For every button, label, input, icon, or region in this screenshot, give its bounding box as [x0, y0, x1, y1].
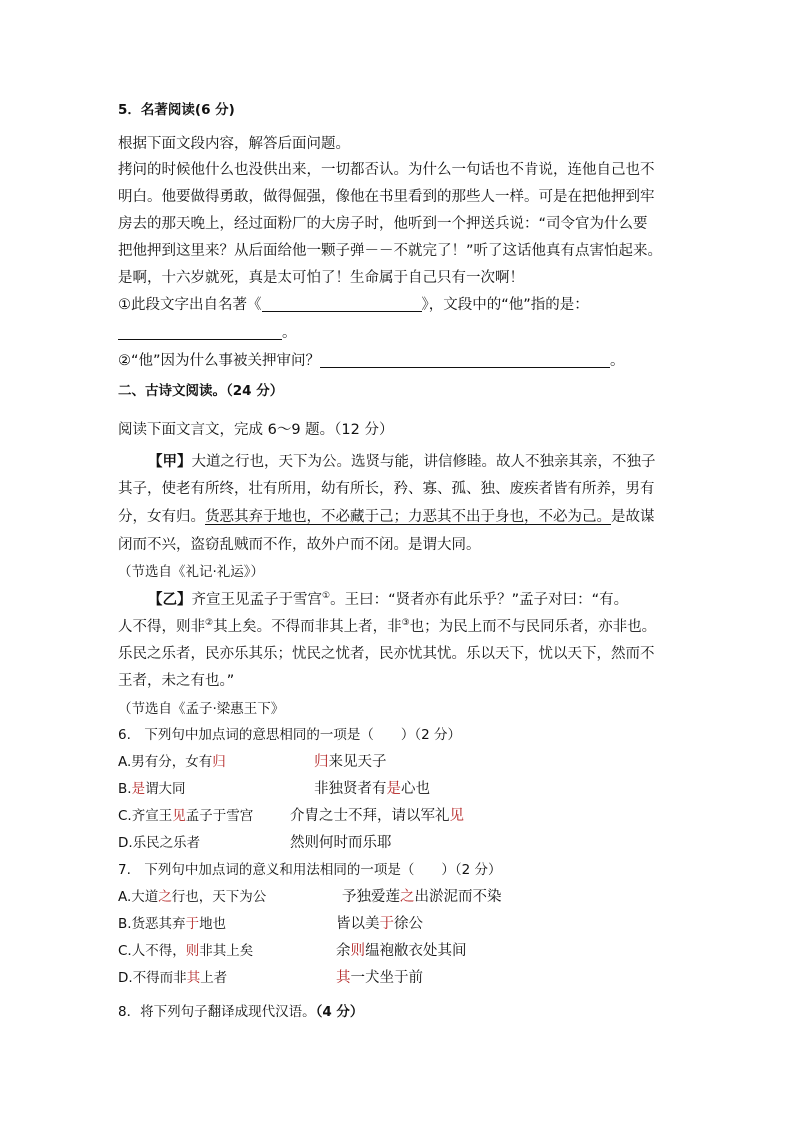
yi-line-2-b: 其上矣。不得而非其上者，非: [213, 619, 402, 635]
q5-sub2: [118, 351, 625, 371]
option-text: 乐民之乐者: [132, 835, 201, 851]
jia-line-2: 其子，使老有所终，壮有所用，幼有所长，矜、寡、孤、独、废疾者皆有所养，男有: [118, 481, 655, 497]
q5-instruction: 根据下面文段内容，解答后面问题。: [118, 136, 350, 152]
jia-line-3-b: 是故谋: [611, 509, 655, 525]
dotted-word: 其: [336, 970, 351, 986]
option-text: 男有分，女有: [131, 754, 213, 770]
dotted-word: 是: [131, 781, 146, 797]
yi-line-2-c: 也；为民上而不与民同乐者，亦非也。: [409, 619, 657, 635]
option-text: D.: [118, 970, 133, 986]
option-text: 上者: [200, 970, 228, 986]
option-text: 齐宣王: [131, 808, 173, 824]
option-text: 缊袍敝衣处其间: [365, 943, 467, 959]
q5-sub1-answer: [118, 323, 297, 343]
option-text: 心也: [401, 781, 430, 797]
option-text: C.: [118, 808, 132, 824]
q5-passage-line-3: 房去的那天晚上，经过面粉厂的大房子时，他听到一个押送兵说：“司令官为什么要: [118, 216, 648, 232]
yi-line-4: 王者，未之有也。”: [118, 673, 235, 689]
reason-blank[interactable]: [320, 351, 610, 368]
q5-passage-line-4: 把他押到这里来？从后面给他一颗子弹－－不就完了！”听了这话他真有点害怕起来。: [118, 243, 663, 259]
q7-option-a[interactable]: [118, 887, 266, 907]
yi-line-1-b: 。王曰：“贤者亦有此乐乎？”孟子对曰：“有。: [330, 592, 629, 608]
underlined-sentence-1: 货恶其弃于地也，不必藏于己；: [205, 509, 408, 525]
q5-title: 5．名著阅读(6 分): [118, 102, 235, 118]
dotted-word: 是: [386, 781, 401, 797]
footnote-mark-3: ③: [401, 618, 410, 628]
q5-sub1-prefix: ①此段文字出自名著《: [118, 297, 262, 313]
option-text: 孟子于雪宫: [185, 808, 254, 824]
jia-tag: 【甲】: [148, 454, 192, 470]
option-text: B.: [118, 916, 132, 932]
jia-line-3-a: 分，女有归。: [118, 509, 205, 525]
option-text: 一犬坐于前: [350, 970, 423, 986]
q5-passage-line-5: 是啊，十六岁就死，真是太可怕了！生命属于自己只有一次啊！: [118, 270, 524, 286]
option-text: C.: [118, 943, 132, 959]
yi-line-3: 乐民之乐者，民亦乐其乐；忧民之忧者，民亦忧其忧。乐以天下，忧以天下，然而不: [118, 646, 655, 662]
dotted-word: 之: [400, 889, 415, 905]
option-text: 然则何时而乐耶: [290, 835, 392, 851]
footnote-mark-1: ①: [322, 591, 331, 601]
option-text: A.: [118, 754, 132, 770]
jia-line-1: [148, 452, 656, 472]
option-text: 非其上矣: [199, 943, 254, 959]
jia-source: （节选自《礼记·礼运》）: [118, 564, 265, 580]
q6-option-d[interactable]: [118, 833, 200, 853]
dotted-word: 于: [185, 916, 200, 932]
q7-option-a-compare: [342, 887, 502, 907]
q6-option-a[interactable]: [118, 752, 226, 772]
option-text: 来见天子: [328, 754, 387, 770]
q7-option-d-compare: [336, 968, 423, 988]
book-title-blank[interactable]: [262, 295, 422, 312]
yi-line-1-a: 齐宣王见孟子于雪宫: [191, 592, 322, 608]
q6-option-c[interactable]: [118, 806, 253, 826]
yi-line-2: [118, 617, 656, 637]
section2-instruction: 阅读下面文言文，完成 6～9 题。（12 分）: [118, 422, 394, 438]
option-text: 余: [336, 943, 351, 959]
q8-stem-text: 8．将下列句子翻译成现代汉语。: [118, 1004, 316, 1020]
q5-sub1-suffix: 》，文段中的“他”指的是：: [421, 297, 589, 313]
q7-option-c-compare: [336, 941, 467, 961]
section2-title: 二、古诗文阅读。（24 分）: [118, 383, 284, 399]
q7-option-d[interactable]: [118, 968, 227, 988]
q7-option-b-compare: [336, 914, 423, 934]
option-text: 地也: [199, 916, 227, 932]
q6-option-b-compare: [314, 779, 430, 799]
option-text: A.: [118, 889, 132, 905]
option-text: 货恶其弃: [131, 916, 186, 932]
jia-line-3: [118, 507, 655, 527]
dotted-word: 见: [172, 808, 186, 824]
q7-option-c[interactable]: [118, 941, 253, 961]
q5-sub1: [118, 295, 589, 315]
dotted-word: 于: [379, 916, 394, 932]
q5-sub1-end: 。: [282, 325, 297, 341]
jia-line-4: 闭而不兴，盗窃乱贼而不作，故外户而不闭。是谓大同。: [118, 537, 481, 553]
dotted-word: 归: [212, 754, 226, 770]
option-text: 予独爱莲: [342, 889, 400, 905]
footnote-mark-2: ②: [205, 618, 214, 628]
option-text: 介胄之士不拜，请以军礼: [290, 808, 450, 824]
q6-option-b[interactable]: [118, 779, 186, 799]
q5-passage-line-1: 拷问的时候他什么也没供出来，一切都否认。为什么一句话也不肯说，连他自己也不: [118, 162, 655, 178]
yi-source: （节选自《孟子·梁惠王下》: [118, 701, 285, 717]
q6-option-d-compare: [290, 833, 392, 853]
yi-tag: 【乙】: [148, 592, 192, 608]
q8-stem: [118, 1002, 363, 1022]
option-text: D.: [118, 835, 133, 851]
he-refers-blank[interactable]: [118, 323, 282, 340]
option-text: 非独贤者有: [314, 781, 387, 797]
q6-stem: 6. 下列句中加点词的意思相同的一项是（ ）（2 分）: [118, 727, 462, 743]
underlined-sentence-2: 力恶其不出于身也，不必为己。: [408, 509, 611, 525]
option-text: 皆以美: [336, 916, 380, 932]
option-text: 大道: [131, 889, 159, 905]
q7-stem: 7. 下列句中加点词的意义和用法相同的一项是（ ）（2 分）: [118, 862, 502, 878]
q5-sub2-prefix: ②“他”因为什么事被关押审问？: [118, 353, 321, 369]
option-text: 谓大同: [145, 781, 186, 797]
dotted-word: 见: [449, 808, 464, 824]
q8-points: （4 分）: [315, 1004, 364, 1020]
option-text: B.: [118, 781, 132, 797]
option-text: 徐公: [394, 916, 423, 932]
q7-option-b[interactable]: [118, 914, 226, 934]
dotted-word: 之: [158, 889, 172, 905]
option-text: 人不得，: [131, 943, 186, 959]
dotted-word: 则: [350, 943, 365, 959]
dotted-word: 归: [314, 754, 329, 770]
q5-passage-line-2: 明白。他要做得勇敢，做得倔强，像他在书里看到的那些人一样。可是在把他押到牢: [118, 189, 655, 205]
dotted-word: 其: [186, 970, 201, 986]
q5-sub2-end: 。: [610, 353, 625, 369]
option-text: 行也，天下为公: [171, 889, 267, 905]
yi-line-2-a: 人不得，则非: [118, 619, 205, 635]
q6-option-c-compare: [290, 806, 464, 826]
q6-option-a-compare: [314, 752, 387, 772]
yi-line-1: [148, 590, 628, 610]
dotted-word: 则: [185, 943, 200, 959]
jia-line-1-text: 大道之行也，天下为公。选贤与能，讲信修睦。故人不独亲其亲，不独子: [191, 454, 656, 470]
option-text: 不得而非: [132, 970, 187, 986]
option-text: 出淤泥而不染: [414, 889, 502, 905]
